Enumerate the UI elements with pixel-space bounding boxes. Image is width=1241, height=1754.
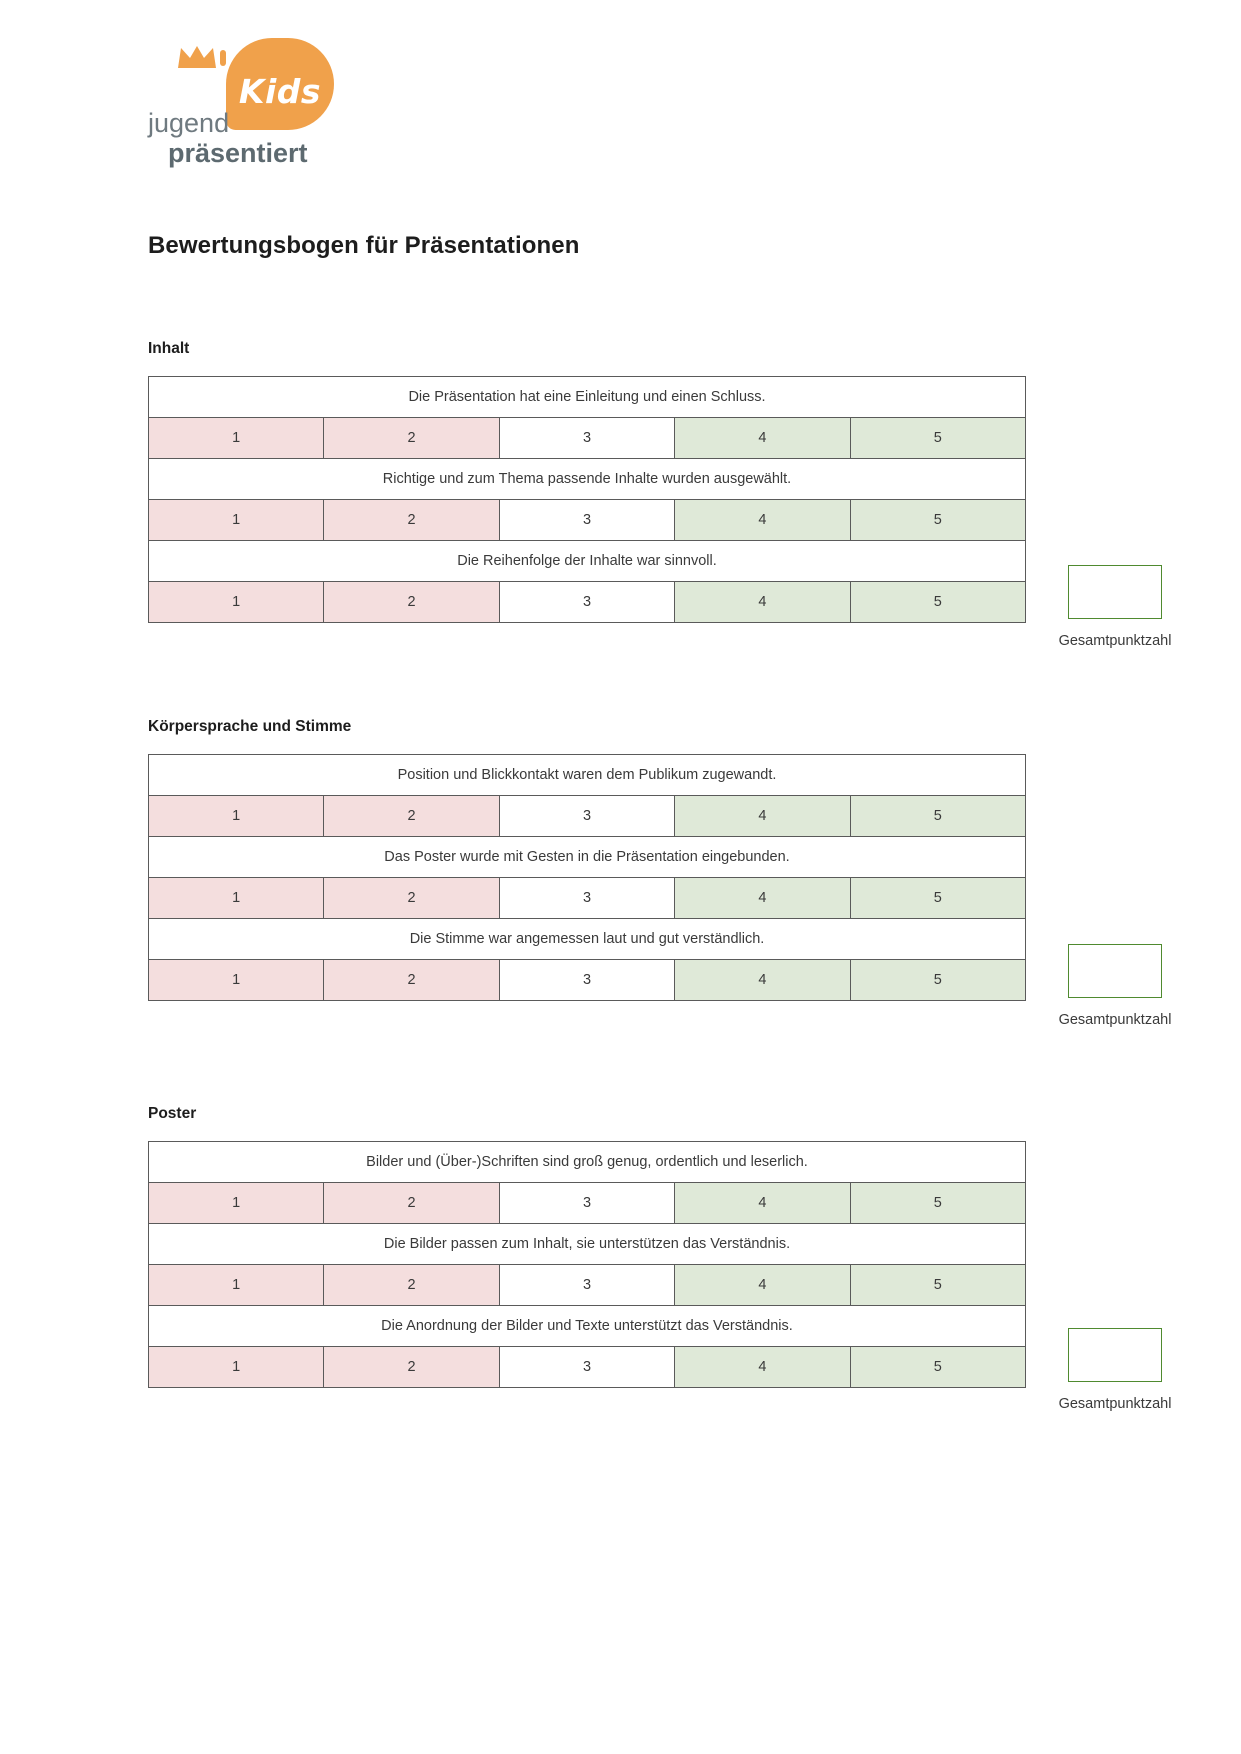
score-cell-1[interactable]: 1 xyxy=(149,1347,324,1388)
rating-table-inhalt xyxy=(148,376,1026,623)
total-score-inhalt xyxy=(1040,565,1190,649)
score-cell-3[interactable]: 3 xyxy=(499,960,674,1001)
table-row xyxy=(149,796,1026,837)
score-cell-1[interactable]: 1 xyxy=(149,796,324,837)
rating-table-poster xyxy=(148,1141,1026,1388)
score-cell-1[interactable]: 1 xyxy=(149,500,324,541)
score-cell-5[interactable]: 5 xyxy=(850,1265,1025,1306)
total-score-label: Gesamtpunktzahl xyxy=(1058,633,1172,649)
score-cell-2[interactable]: 2 xyxy=(324,500,499,541)
score-cell-4[interactable]: 4 xyxy=(675,1183,850,1224)
score-cell-1[interactable]: 1 xyxy=(149,960,324,1001)
total-score-poster xyxy=(1040,1328,1190,1412)
score-cell-2[interactable]: 2 xyxy=(324,418,499,459)
section-inhalt xyxy=(148,340,1088,623)
score-cell-5[interactable]: 5 xyxy=(850,418,1025,459)
logo-kids-label: Kids xyxy=(238,72,322,111)
crown-icon xyxy=(176,44,228,70)
criterion-text: Position und Blickkontakt waren dem Publikum zugewandt. xyxy=(149,755,1026,796)
criterion-text: Die Stimme war angemessen laut und gut verständlich. xyxy=(149,919,1026,960)
score-cell-3[interactable]: 3 xyxy=(499,796,674,837)
score-cell-4[interactable]: 4 xyxy=(675,796,850,837)
table-row xyxy=(149,755,1026,796)
total-score-input[interactable] xyxy=(1068,565,1162,619)
score-cell-4[interactable]: 4 xyxy=(675,582,850,623)
logo-jugend-label: jugend xyxy=(148,108,230,138)
table-row xyxy=(149,919,1026,960)
score-cell-2[interactable]: 2 xyxy=(324,878,499,919)
table-row xyxy=(149,418,1026,459)
section-poster xyxy=(148,1105,1088,1388)
criterion-text: Richtige und zum Thema passende Inhalte wurden ausgewählt. xyxy=(149,459,1026,500)
table-row xyxy=(149,878,1026,919)
score-cell-4[interactable]: 4 xyxy=(675,1347,850,1388)
score-cell-3[interactable]: 3 xyxy=(499,1347,674,1388)
score-cell-1[interactable]: 1 xyxy=(149,1183,324,1224)
score-cell-3[interactable]: 3 xyxy=(499,878,674,919)
score-cell-1[interactable]: 1 xyxy=(149,1265,324,1306)
score-cell-5[interactable]: 5 xyxy=(850,500,1025,541)
score-cell-2[interactable]: 2 xyxy=(324,1183,499,1224)
logo xyxy=(148,38,478,168)
score-cell-4[interactable]: 4 xyxy=(675,1265,850,1306)
score-cell-2[interactable]: 2 xyxy=(324,796,499,837)
score-cell-1[interactable]: 1 xyxy=(149,878,324,919)
table-row xyxy=(149,1142,1026,1183)
section-koerpersprache xyxy=(148,718,1088,1001)
section-title: Körpersprache und Stimme xyxy=(148,718,352,735)
total-score-input[interactable] xyxy=(1068,944,1162,998)
score-cell-4[interactable]: 4 xyxy=(675,960,850,1001)
score-cell-5[interactable]: 5 xyxy=(850,1183,1025,1224)
score-cell-1[interactable]: 1 xyxy=(149,582,324,623)
table-row xyxy=(149,541,1026,582)
score-cell-2[interactable]: 2 xyxy=(324,1265,499,1306)
score-cell-4[interactable]: 4 xyxy=(675,418,850,459)
total-score-label: Gesamtpunktzahl xyxy=(1058,1012,1172,1028)
criterion-text: Die Bilder passen zum Inhalt, sie unterstützen das Verständnis. xyxy=(149,1224,1026,1265)
criterion-text: Das Poster wurde mit Gesten in die Präsentation eingebunden. xyxy=(149,837,1026,878)
criterion-text: Die Präsentation hat eine Einleitung und einen Schluss. xyxy=(149,377,1026,418)
score-cell-4[interactable]: 4 xyxy=(675,878,850,919)
score-cell-4[interactable]: 4 xyxy=(675,500,850,541)
table-row xyxy=(149,837,1026,878)
score-cell-3[interactable]: 3 xyxy=(499,500,674,541)
total-score-koerpersprache xyxy=(1040,944,1190,1028)
table-row xyxy=(149,500,1026,541)
table-row xyxy=(149,960,1026,1001)
score-cell-5[interactable]: 5 xyxy=(850,960,1025,1001)
logo-praesentiert-label: präsentiert xyxy=(168,138,308,168)
table-row xyxy=(149,459,1026,500)
table-row xyxy=(149,1183,1026,1224)
score-cell-5[interactable]: 5 xyxy=(850,796,1025,837)
score-cell-5[interactable]: 5 xyxy=(850,878,1025,919)
total-score-label: Gesamtpunktzahl xyxy=(1058,1396,1172,1412)
section-title: Inhalt xyxy=(148,340,190,357)
score-cell-3[interactable]: 3 xyxy=(499,582,674,623)
page-title: Bewertungsbogen für Präsentationen xyxy=(148,232,580,259)
score-cell-2[interactable]: 2 xyxy=(324,582,499,623)
table-row xyxy=(149,1347,1026,1388)
total-score-input[interactable] xyxy=(1068,1328,1162,1382)
criterion-text: Bilder und (Über-)Schriften sind groß genug, ordentlich und leserlich. xyxy=(149,1142,1026,1183)
table-row xyxy=(149,582,1026,623)
section-title: Poster xyxy=(148,1105,197,1122)
score-cell-5[interactable]: 5 xyxy=(850,1347,1025,1388)
rating-table-koerpersprache xyxy=(148,754,1026,1001)
criterion-text: Die Reihenfolge der Inhalte war sinnvoll. xyxy=(149,541,1026,582)
score-cell-5[interactable]: 5 xyxy=(850,582,1025,623)
score-cell-3[interactable]: 3 xyxy=(499,418,674,459)
score-cell-3[interactable]: 3 xyxy=(499,1265,674,1306)
table-row xyxy=(149,377,1026,418)
table-row xyxy=(149,1265,1026,1306)
criterion-text: Die Anordnung der Bilder und Texte unterstützt das Verständnis. xyxy=(149,1306,1026,1347)
score-cell-2[interactable]: 2 xyxy=(324,1347,499,1388)
kids-speech-bubble xyxy=(226,38,334,130)
score-cell-3[interactable]: 3 xyxy=(499,1183,674,1224)
table-row xyxy=(149,1224,1026,1265)
score-cell-1[interactable]: 1 xyxy=(149,418,324,459)
table-row xyxy=(149,1306,1026,1347)
score-cell-2[interactable]: 2 xyxy=(324,960,499,1001)
